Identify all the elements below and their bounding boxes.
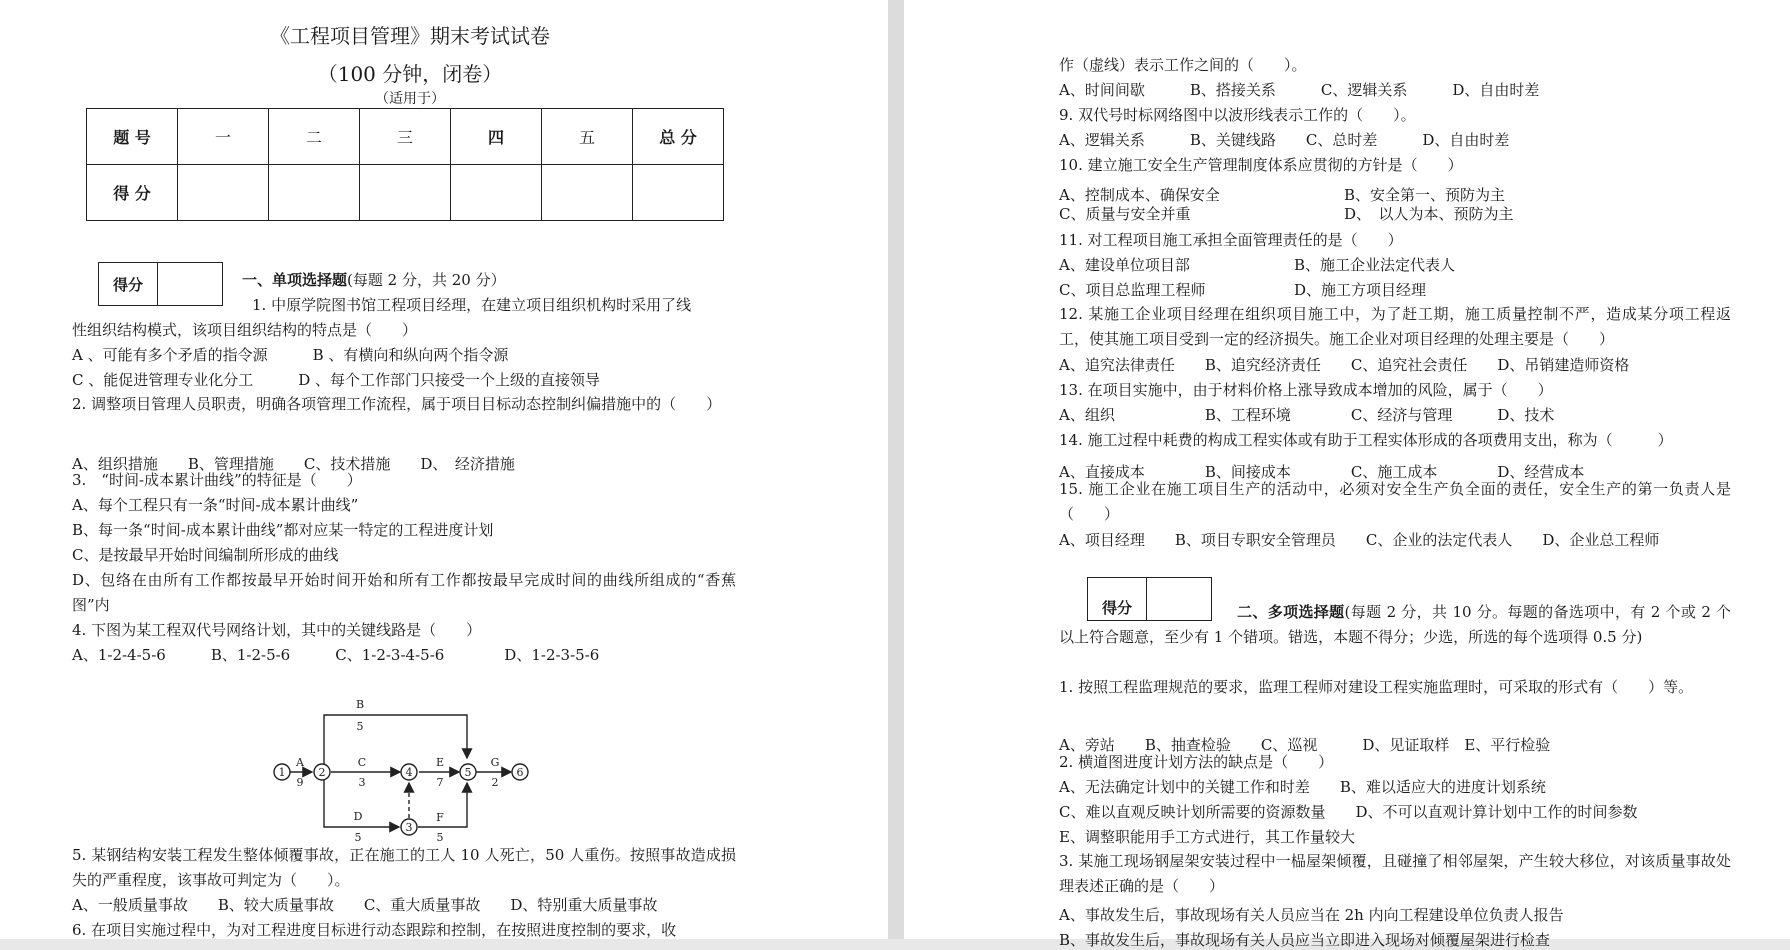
question-12: 12. 某施工企业项目经理在组织项目施工中，为了赶工期，施工质量控制不严，造成某分项工程返工，使其施工项目受到一定的经济损失。施工企业对项目经理的处理主要是（ ）: [1059, 305, 1731, 348]
activity-name: C: [357, 756, 367, 769]
multi-question-2: 2. 横道图进度计划方法的缺点是（ ）: [1059, 753, 1334, 771]
question-1-options-cd: C 、能促进管理专业化分工 D 、每个工作部门只接受一个上级的直接领导: [72, 371, 601, 389]
applicable-note: （适用于）: [375, 91, 445, 107]
question-14: 14. 施工过程中耗费的构成工程实体或有助于工程实体形成的各项费用支出，称为（ ）: [1059, 431, 1673, 449]
activity-duration: 2: [491, 776, 499, 789]
question-15-options: A、项目经理 B、项目专职安全管理员 C、企业的法定代表人 D、企业总工程师: [1059, 531, 1660, 549]
section2-note: (每题 2 分，共 10 分。每题的备选项中，有 2 个或 2 个以上符合题意，至少有 1 个错项。错选，本题不得分；少选，所选的每个选项得 0.5 分): [1059, 603, 1731, 646]
score-cell: [360, 165, 451, 221]
score-header-cell: 一: [178, 109, 269, 165]
question-11-option-b: B、施工企业法定代表人: [1294, 256, 1456, 274]
question-6: 6. 在项目实施过程中，为对工程进度目标进行动态跟踪和控制，在按照进度控制的要求，收: [72, 921, 677, 939]
activity-name: B: [355, 698, 365, 711]
question-11-option-d: D、施工方项目经理: [1294, 281, 1427, 299]
multi-question-1-options: A、旁站 B、抽查检验 C、巡视 D、见证取样 E、平行检验: [1059, 736, 1551, 754]
question-10-option-c: C、质量与安全并重: [1059, 205, 1191, 223]
score-header-cell: 三: [360, 109, 451, 165]
score-box-label: 得分: [1088, 578, 1147, 620]
multi-question-3-option-b: B、事故发生后，事故现场有关人员应当立即进入现场对倾覆屋架进行检查: [1059, 931, 1551, 949]
activity-name: G: [490, 756, 500, 769]
node-label: 6: [516, 766, 524, 779]
activity-name: D: [353, 810, 363, 823]
score-header-cell: 题 号: [87, 109, 178, 165]
score-box-blank: [158, 263, 222, 305]
score-header-cell: 二: [269, 109, 360, 165]
score-row-label: 得 分: [87, 165, 178, 221]
multi-question-3: 3. 某施工现场钢屋架安装过程中一榀屋架倾覆，且碰撞了相邻屋架，产生较大移位，对该质量事故处理表述正确的是（ ）: [1059, 852, 1731, 895]
question-1-line1: 1. 中原学院图书馆工程项目经理，在建立项目组织机构时采用了线: [252, 296, 692, 314]
question-10-option-b: B、安全第一、预防为主: [1344, 186, 1506, 204]
question-15: 15. 施工企业在施工项目生产的活动中，必须对安全生产负全面的责任，安全生产的第一负责人是（ ）: [1059, 480, 1731, 523]
question-11-option-c: C、项目总监理工程师: [1059, 281, 1206, 299]
question-9-options: A、逻辑关系 B、关键线路 C、总时差 D、自由时差: [1059, 131, 1510, 149]
activity-name: F: [436, 811, 444, 824]
node-label: 2: [318, 766, 326, 779]
score-cell: [633, 165, 724, 221]
node-label: 1: [278, 766, 286, 779]
question-13-options: A、组织 B、工程环境 C、经济与管理 D、技术: [1059, 406, 1555, 424]
multi-question-1: 1. 按照工程监理规范的要求，监理工程师对建设工程实施监理时，可采取的形式有（ ）等。: [1059, 678, 1694, 696]
multi-question-2-options-ab: A、无法确定计划中的关键工作和时差 B、难以适应大的进度计划系统: [1059, 778, 1546, 796]
question-10-option-d: D、 以人为本、预防为主: [1344, 205, 1514, 223]
question-3-option-d: D、包络在由所有工作都按最早开始时间开始和所有工作都按最早完成时间的曲线所组成的“香蕉图”内: [72, 571, 736, 614]
node-label: 4: [405, 766, 413, 779]
exam-subtitle: （100 分钟，闭卷）: [317, 62, 503, 86]
section1-heading: [242, 270, 506, 290]
section2-title: 二、多项选择题: [1237, 603, 1345, 621]
question-8-options: A、时间间歇 B、搭接关系 C、逻辑关系 D、自由时差: [1059, 81, 1540, 99]
question-11: 11. 对工程项目施工承担全面管理责任的是（ ）: [1059, 231, 1403, 249]
exam-page-right: [904, 0, 1790, 949]
question-10: 10. 建立施工安全生产管理制度体系应贯彻的方针是（ ）: [1059, 156, 1463, 174]
question-5: 5. 某钢结构安装工程发生整体倾覆事故，正在施工的工人 10 人死亡，50 人重伤。按照事故造成损失的严重程度，该事故可判定为（ ）。: [72, 846, 736, 889]
section1-title: 一、单项选择题: [242, 271, 348, 289]
score-table: [86, 108, 724, 221]
question-3: 3. “时间-成本累计曲线”的特征是（ ）: [72, 471, 362, 489]
score-box-label: 得分: [99, 263, 158, 305]
activity-duration: 5: [356, 720, 364, 733]
section2-heading: [1059, 600, 1731, 650]
score-cell: [542, 165, 633, 221]
question-11-option-a: A、建设单位项目部: [1059, 256, 1190, 274]
activity-duration: 7: [436, 776, 444, 789]
score-header-cell: 五: [542, 109, 633, 165]
activity-duration: 3: [358, 776, 366, 789]
activity-duration: 5: [354, 831, 362, 844]
score-header-cell: 总 分: [633, 109, 724, 165]
network-diagram: [270, 690, 540, 844]
question-10-option-a: A、控制成本、确保安全: [1059, 186, 1220, 204]
score-cell: [269, 165, 360, 221]
multi-question-2-option-e: E、调整职能用手工方式进行，其工作量较大: [1059, 828, 1355, 846]
page-gap: [888, 0, 904, 939]
activity-name: A: [296, 756, 304, 769]
question-12-options: A、追究法律责任 B、追究经济责任 C、追究社会责任 D、吊销建造师资格: [1059, 356, 1630, 374]
question-8-tail: 作（虚线）表示工作之间的（ ）。: [1059, 56, 1307, 74]
exam-title: 《工程项目管理》期末考试试卷: [270, 24, 550, 48]
node-label: 5: [464, 766, 472, 779]
score-cell: [178, 165, 269, 221]
question-3-option-c: C、是按最早开始时间编制所形成的曲线: [72, 546, 339, 564]
section1-note: (每题 2 分，共 20 分）: [347, 271, 506, 289]
score-header-cell: 四: [451, 109, 542, 165]
question-2-options: A、组织措施 B、管理措施 C、技术措施 D、 经济措施: [72, 455, 515, 473]
question-3-option-b: B、每一条“时间-成本累计曲线”都对应某一特定的工程进度计划: [72, 521, 494, 539]
activity-duration: 5: [436, 831, 444, 844]
question-13: 13. 在项目实施中，由于材料价格上涨导致成本增加的风险，属于（ ）: [1059, 381, 1553, 399]
exam-page-left: [0, 0, 888, 939]
activity-name: E: [435, 756, 445, 769]
activity-duration: 9: [296, 776, 304, 789]
question-5-options: A、一般质量事故 B、较大质量事故 C、重大质量事故 D、特别重大质量事故: [72, 896, 658, 914]
activity-B-arrow: [324, 715, 467, 764]
node-label: 3: [405, 821, 413, 834]
question-9: 9. 双代号时标网络图中以波形线表示工作的（ ）。: [1059, 106, 1416, 124]
score-cell: [451, 165, 542, 221]
section1-score-box: [98, 262, 223, 306]
question-1-line2: 性组织结构模式，该项目组织结构的特点是（ ）: [72, 321, 418, 339]
question-14-options: A、直接成本 B、间接成本 C、施工成本 D、经营成本: [1059, 463, 1585, 481]
multi-question-2-options-cd: C、难以直观反映计划所需要的资源数量 D、不可以直观计算计划中工作的时间参数: [1059, 803, 1638, 821]
question-1-options-ab: A 、可能有多个矛盾的指令源 B 、有横向和纵向两个指令源: [72, 346, 509, 364]
question-4: 4. 下图为某工程双代号网络计划，其中的关键线路是（ ）: [72, 621, 482, 639]
multi-question-3-option-a: A、事故发生后，事故现场有关人员应当在 2h 内向工程建设单位负责人报告: [1059, 906, 1564, 924]
question-3-option-a: A、每个工程只有一条“时间-成本累计曲线”: [72, 496, 359, 514]
question-2: 2. 调整项目管理人员职责，明确各项管理工作流程，属于项目目标动态控制纠偏措施中的（ ）: [72, 395, 722, 413]
question-4-options: A、1-2-4-5-6 B、1-2-5-6 C、1-2-3-4-5-6 D、1-2-3-5-6: [72, 646, 600, 664]
